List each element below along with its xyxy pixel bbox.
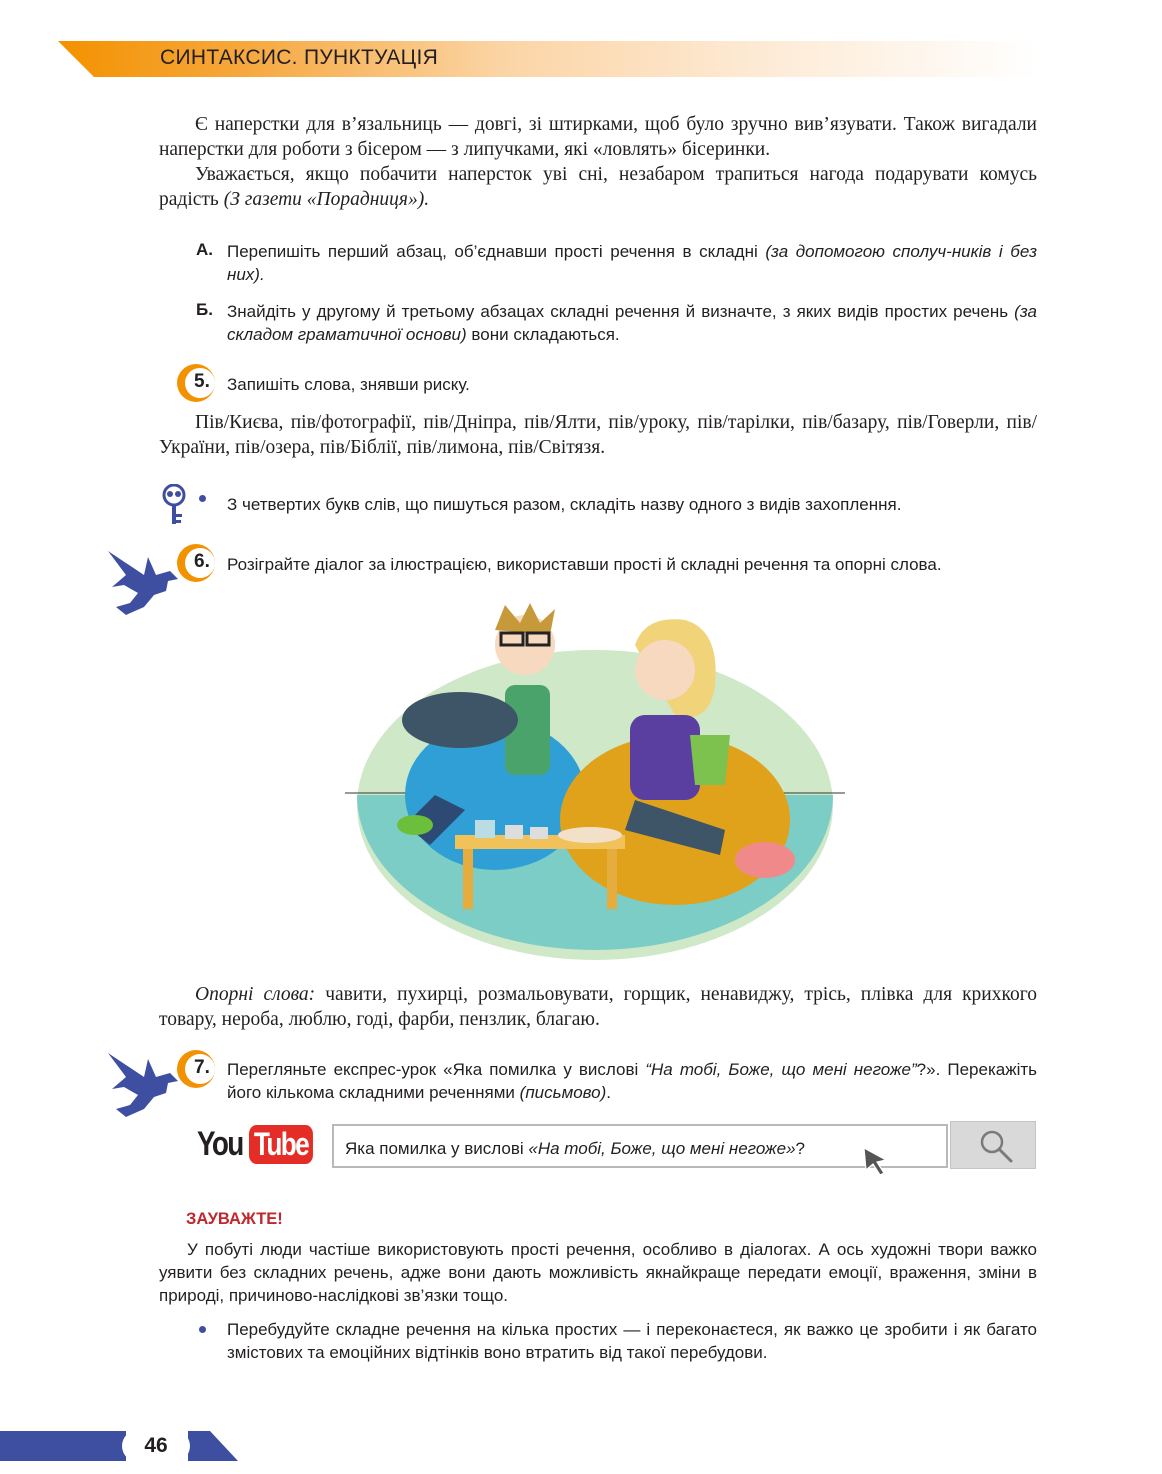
search-icon	[978, 1128, 1014, 1164]
note-bullet: Перебудуйте складне речення на кілька простих — і переконаєтеся, як важко це зробити і як багато змістових та емоційних відтінків воно втратить від такої перебудови.	[227, 1320, 1037, 1362]
bullet-dot	[199, 1326, 206, 1333]
youtube-logo-you: You	[197, 1124, 243, 1163]
task-b-text	[227, 300, 1037, 346]
page-arrow	[188, 1431, 238, 1461]
note-text: У побуті люди частіше використовують прості речення, особливо в діалогах. А ось художні твори важко уявити без складних речень, адже вони дають можливість якнайкраще передати емоції, враження, зміни в природі, причиново-наслідкові зв’язки тощо.	[159, 1240, 1037, 1305]
intro-source: (З газети «Порадниця»).	[223, 189, 430, 210]
exercise-7-quote: “На тобі, Боже, що мені негоже”	[645, 1060, 917, 1079]
exercise-6-number: 6.	[194, 551, 210, 572]
intro-paragraph-2	[159, 162, 1037, 212]
task-a-body: Перепишіть перший абзац, об’єднавши прості речення в складні	[227, 242, 766, 261]
note-title: ЗАУВАЖТЕ!	[186, 1210, 283, 1228]
exercise-7-number: 7.	[194, 1057, 210, 1078]
exercise-6-prompt: Розіграйте діалог за ілюстрацією, використавши прості й складні речення та опорні слова.	[227, 555, 942, 574]
intro-paragraph-2-text: Уважається, якщо побачити наперсток уві сні, незабаром трапиться нагода подарувати комусь радість	[159, 164, 1037, 210]
support-words-label: Опорні слова:	[195, 984, 316, 1005]
exercise-7-italic: (письмово)	[519, 1083, 607, 1102]
mouse-cursor-icon	[862, 1146, 892, 1176]
exercise-7-prompt-start: Перегляньте експрес-урок «Яка помилка у вислові	[227, 1060, 646, 1079]
task-a-text	[227, 240, 1037, 286]
search-query-start: Яка помилка у вислові	[345, 1139, 529, 1158]
support-words	[159, 982, 1037, 1032]
task-b-letter: Б.	[196, 300, 213, 319]
pegasus-icon	[104, 545, 186, 617]
exercise-5-bullet: З четвертих букв слів, що пишуться разом, складіть назву одного з видів захоплення.	[227, 495, 902, 514]
task-b-body: Знайдіть у другому й третьому абзацах складні речення й визначте, з яких видів простих речень	[227, 302, 1015, 321]
task-a-letter: А.	[196, 240, 213, 259]
exercise-7-prompt	[227, 1058, 1037, 1104]
youtube-logo-tube: Tube	[249, 1125, 313, 1164]
youtube-logo[interactable]	[197, 1122, 327, 1166]
exercise-7-prompt-mid: ?». Перекажіть його кількома складними реченнями	[227, 1060, 1038, 1102]
page-number: 46	[122, 1430, 190, 1462]
key-icon	[158, 484, 190, 526]
exercise-5-number: 5.	[194, 371, 210, 392]
page-bar	[0, 1431, 126, 1461]
exercise-7-prompt-end: .	[606, 1083, 612, 1102]
dialog-illustration	[345, 595, 845, 965]
task-a-note: (за допомогою сполуч-ників і без них).	[227, 242, 1037, 284]
exercise-5-words: Пів/Києва, пів/фотографії, пів/Дніпра, пів/Ялти, пів/уроку, пів/тарілки, пів/базару, пів/Говерли, пів/України, пів/озера, пів/Біблії, пів/лимона, пів/Світязя.	[159, 412, 1037, 458]
support-words-list: чавити, пухирці, розмальовувати, горщик, ненавиджу, трісь, плівка для крихкого товару, нероба, люблю, годі, фарби, пензлик, благаю.	[159, 984, 1037, 1030]
section-title: СИНТАКСИС. ПУНКТУАЦІЯ	[160, 46, 439, 69]
search-query-end: ?	[795, 1139, 806, 1158]
search-query-quote: «На тобі, Боже, що мені негоже»	[528, 1139, 796, 1158]
pegasus-icon	[104, 1047, 186, 1119]
bullet-dot	[199, 495, 206, 502]
intro-paragraph-1: Є наперстки для в’язальниць — довгі, зі штирками, щоб було зручно вив’язувати. Також вигадали наперстки для роботи з бісером — з липучками, які «ловлять» бісеринки.	[159, 114, 1037, 160]
task-b-note: (за складом граматичної основи)	[227, 302, 1037, 344]
exercise-5-prompt: Запишіть слова, знявши риску.	[227, 375, 470, 394]
youtube-search-query	[345, 1137, 805, 1160]
task-b-tail: вони складаються.	[466, 325, 620, 344]
